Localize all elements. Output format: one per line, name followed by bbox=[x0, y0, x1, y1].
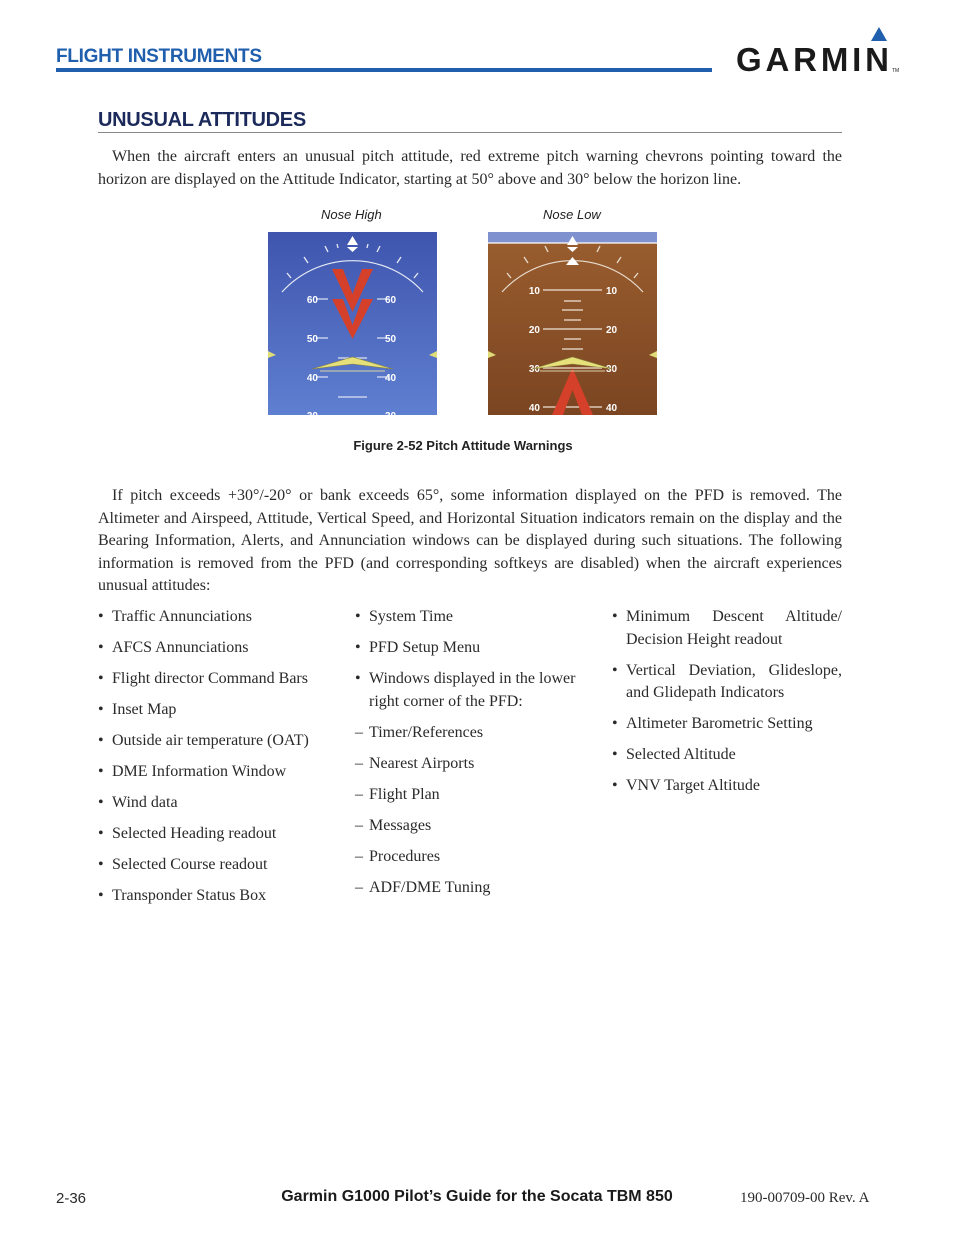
list-item-text: VNV Target Altitude bbox=[626, 777, 760, 794]
removed-items-list-column-1 bbox=[98, 606, 338, 916]
list-item bbox=[98, 606, 338, 629]
bullet-marker: • bbox=[355, 608, 361, 625]
nose-low-label: Nose Low bbox=[543, 207, 601, 222]
list-item bbox=[355, 846, 595, 869]
list-item-text: Altimeter Barometric Setting bbox=[626, 715, 813, 732]
list-item bbox=[98, 823, 338, 846]
trademark-mark: TM bbox=[892, 68, 900, 74]
list-item-text: Messages bbox=[369, 816, 432, 834]
list-item-text: Transponder Status Box bbox=[112, 887, 267, 904]
tick-label-20-right: 20 bbox=[606, 325, 618, 336]
tick-label-30-left: 30 bbox=[528, 364, 540, 375]
list-item bbox=[98, 761, 338, 784]
bullet-marker: • bbox=[98, 825, 104, 842]
garmin-logo bbox=[734, 25, 904, 77]
list-item-text: Outside air temperature (OAT) bbox=[112, 732, 309, 749]
bullet-marker: • bbox=[98, 701, 104, 718]
list-item-text: Vertical Deviation, Glideslope, and Glidepath Indicators bbox=[626, 661, 842, 701]
list-item bbox=[98, 668, 338, 691]
list-item-text: Traffic Annunciations bbox=[112, 608, 252, 625]
bullet-marker: • bbox=[98, 763, 104, 780]
bullet-marker: • bbox=[98, 794, 104, 811]
dash-marker: – bbox=[355, 754, 363, 772]
tick-label-30-right: 30 bbox=[606, 364, 618, 375]
list-item-text: System Time bbox=[369, 608, 454, 625]
bullet-marker: • bbox=[612, 715, 618, 732]
bullet-marker: • bbox=[98, 887, 104, 904]
list-item-text: Nearest Airports bbox=[369, 754, 475, 772]
list-item-text: PFD Setup Menu bbox=[369, 639, 481, 656]
list-item bbox=[612, 713, 842, 736]
bullet-marker: • bbox=[355, 639, 361, 656]
list-item bbox=[355, 668, 595, 713]
list-item bbox=[98, 885, 338, 908]
tick-label-10-right: 10 bbox=[606, 286, 618, 297]
list-item bbox=[612, 744, 842, 767]
tick-label-10-left: 10 bbox=[528, 286, 540, 297]
list-item-text: Selected Altitude bbox=[626, 746, 736, 763]
tick-label-60-left: 60 bbox=[306, 295, 318, 306]
bullet-marker: • bbox=[612, 608, 618, 625]
list-item bbox=[355, 815, 595, 838]
heading-rule bbox=[98, 132, 842, 133]
list-item bbox=[98, 792, 338, 815]
list-item-text: Procedures bbox=[369, 847, 441, 865]
list-item-text: Wind data bbox=[112, 794, 178, 811]
list-item-text: Timer/References bbox=[369, 723, 484, 741]
dash-marker: – bbox=[355, 723, 363, 741]
list-item bbox=[98, 637, 338, 660]
tick-label-40-left: 40 bbox=[306, 373, 318, 384]
tick-label-40-right: 40 bbox=[385, 373, 397, 384]
list-item bbox=[98, 699, 338, 722]
tick-label-30-left: 30 bbox=[306, 411, 318, 422]
list-item-text: AFCS Annunciations bbox=[112, 639, 249, 656]
list-item-text: Flight director Command Bars bbox=[112, 670, 308, 687]
list-item-text: Flight Plan bbox=[369, 785, 440, 803]
document-number: 190-00709-00 Rev. A bbox=[740, 1190, 870, 1206]
tick-label-20-left: 20 bbox=[528, 325, 540, 336]
page-number: 2-36 bbox=[56, 1190, 87, 1207]
section-header: FLIGHT INSTRUMENTS bbox=[56, 46, 262, 67]
nose-high-label: Nose High bbox=[321, 207, 382, 222]
tick-label-40-right: 40 bbox=[606, 403, 618, 414]
list-item bbox=[612, 660, 842, 705]
list-item-text: ADF/DME Tuning bbox=[369, 878, 491, 896]
list-item bbox=[98, 854, 338, 877]
list-item bbox=[355, 784, 595, 807]
dash-marker: – bbox=[355, 847, 363, 865]
garmin-logo-text: GARMIN bbox=[736, 41, 891, 78]
list-item bbox=[612, 775, 842, 798]
bullet-marker: • bbox=[98, 856, 104, 873]
list-item bbox=[98, 730, 338, 753]
tick-label-50-left: 50 bbox=[306, 334, 318, 345]
tick-label-40-left: 40 bbox=[528, 403, 540, 414]
removed-items-list-column-3 bbox=[612, 606, 842, 806]
list-item-text: Inset Map bbox=[112, 701, 177, 718]
figure-caption: Figure 2-52 Pitch Attitude Warnings bbox=[353, 438, 573, 453]
bullet-marker: • bbox=[98, 608, 104, 625]
tick-label-60-right: 60 bbox=[385, 295, 397, 306]
list-item bbox=[355, 606, 595, 629]
page-heading: UNUSUAL ATTITUDES bbox=[98, 109, 306, 131]
bullet-marker: • bbox=[355, 670, 361, 687]
tick-label-50-right: 50 bbox=[385, 334, 397, 345]
list-item bbox=[355, 877, 595, 900]
intro-paragraph: When the aircraft enters an unusual pitch attitude, red extreme pitch warning chevrons pointing toward the horizon are displayed on the Attitude Indicator, starting at 50° above and 30° below the horizon line. bbox=[98, 148, 842, 188]
dash-marker: – bbox=[355, 785, 363, 803]
dash-marker: – bbox=[355, 878, 363, 896]
list-item bbox=[355, 722, 595, 745]
list-item-text: DME Information Window bbox=[112, 763, 287, 780]
nose-high-attitude-image bbox=[268, 232, 437, 422]
bullet-marker: • bbox=[98, 732, 104, 749]
dash-marker: – bbox=[355, 816, 363, 834]
header-rule bbox=[56, 68, 712, 72]
bullet-marker: • bbox=[612, 746, 618, 763]
list-item bbox=[355, 637, 595, 660]
body-paragraph: If pitch exceeds +30°/-20° or bank exceeds 65°, some information displayed on the PFD is removed. The Altimeter and Airspeed, Attitude, Vertical Speed, and Horizontal Situation indicators remain on the display and the Bearing Information, Alerts, and Annunciation windows can be displayed during such situations. The following information is removed from the PFD (and corresponding softkeys are disabled) when the aircraft experiences unusual attitudes: bbox=[98, 487, 842, 594]
list-item-text: Minimum Descent Altitude/ Decision Height readout bbox=[626, 608, 842, 648]
list-item-text: Windows displayed in the lower right corner of the PFD: bbox=[369, 670, 576, 710]
list-item bbox=[612, 606, 842, 651]
tick-label-30-right: 30 bbox=[385, 411, 397, 422]
footer-title: Garmin G1000 Pilot’s Guide for the Socata TBM 850 bbox=[281, 1188, 673, 1205]
nose-low-attitude-image bbox=[488, 232, 657, 415]
bullet-marker: • bbox=[612, 661, 618, 679]
list-item bbox=[355, 753, 595, 776]
bullet-marker: • bbox=[612, 777, 618, 794]
removed-items-list-column-2 bbox=[355, 606, 595, 908]
list-item-text: Selected Heading readout bbox=[112, 825, 277, 842]
bullet-marker: • bbox=[98, 670, 104, 687]
bullet-marker: • bbox=[98, 639, 104, 656]
list-item-text: Selected Course readout bbox=[112, 856, 268, 873]
